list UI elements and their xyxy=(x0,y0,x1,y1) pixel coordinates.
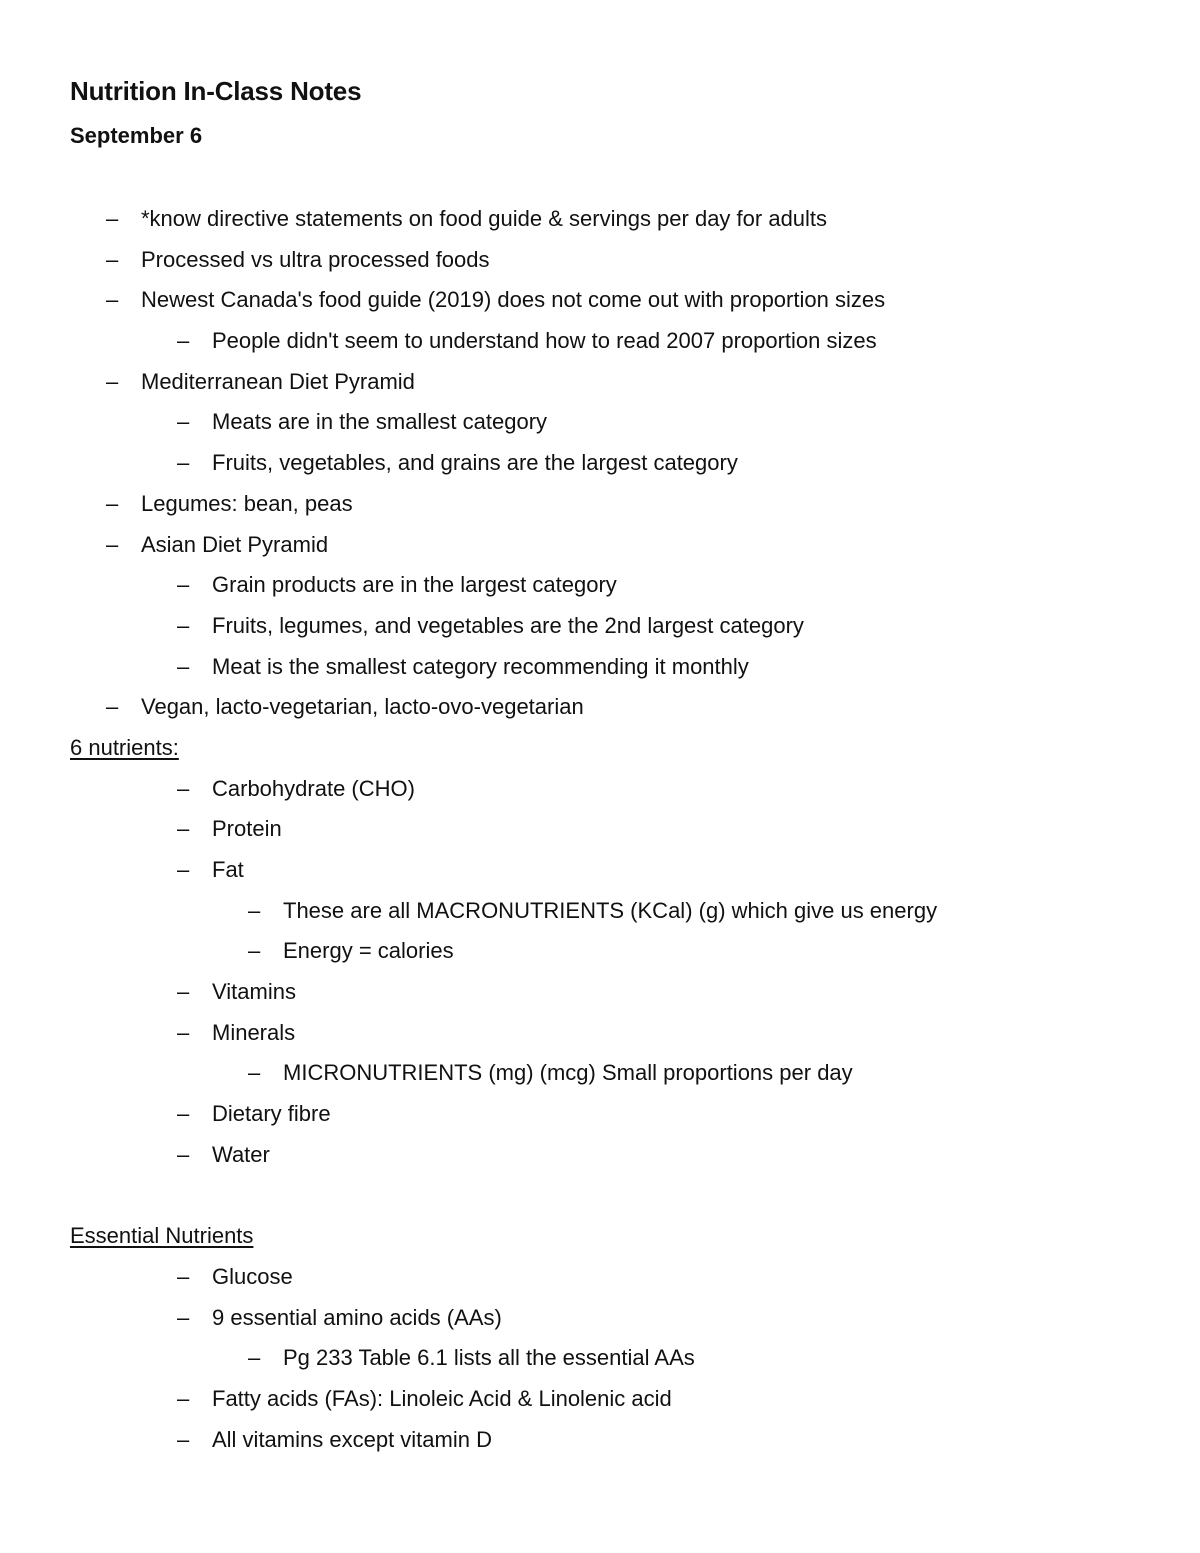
section-heading-nutrients xyxy=(0,728,1200,769)
bullet-dash: – xyxy=(106,206,119,231)
bullet-dash: – xyxy=(106,531,119,557)
list-item xyxy=(0,1013,1200,1054)
list-item-text: Fatty acids (FAs): Linoleic Acid & Linolenic acid xyxy=(212,1385,672,1411)
bullet-dash: – xyxy=(177,653,190,679)
notes-body xyxy=(0,199,1200,1460)
document-date: September 6 xyxy=(70,123,203,148)
bullet-dash: – xyxy=(248,1345,261,1371)
bullet-dash: – xyxy=(177,1101,190,1127)
list-item xyxy=(0,1094,1200,1135)
list-item xyxy=(0,606,1200,647)
list-item xyxy=(0,972,1200,1013)
list-item xyxy=(0,484,1200,525)
list-item-text: All vitamins except vitamin D xyxy=(212,1426,492,1452)
list-item xyxy=(0,1420,1200,1461)
list-item-text: Vegan, lacto-vegetarian, lacto-ovo-vegetarian xyxy=(141,694,584,720)
bullet-dash: – xyxy=(177,979,190,1005)
list-item-text: Meat is the smallest category recommending it monthly xyxy=(212,653,749,679)
bullet-dash: – xyxy=(106,287,119,313)
bullet-dash: – xyxy=(177,1426,190,1452)
list-item-text: Vitamins xyxy=(212,979,296,1005)
list-item-text: 9 essential amino acids (AAs) xyxy=(212,1304,502,1330)
list-item-text: Fruits, vegetables, and grains are the largest category xyxy=(212,450,738,476)
list-item-text: Water xyxy=(212,1141,270,1167)
bullet-dash: – xyxy=(106,694,119,720)
bullet-dash: – xyxy=(177,1385,190,1411)
list-item-text: Energy = calories xyxy=(283,938,454,964)
list-item xyxy=(0,565,1200,606)
bullet-dash: – xyxy=(177,816,190,842)
list-item xyxy=(0,891,1200,932)
bullet-dash: – xyxy=(106,246,119,272)
list-item-text: Mediterranean Diet Pyramid xyxy=(141,368,415,394)
list-item xyxy=(0,402,1200,443)
list-item-text: Grain products are in the largest category xyxy=(212,572,617,598)
list-item-text: People didn't seem to understand how to read 2007 proportion sizes xyxy=(212,328,877,354)
list-item-text: Fat xyxy=(212,857,244,882)
bullet-dash: – xyxy=(177,572,190,598)
list-item xyxy=(0,1298,1200,1339)
list-item-text: These are all MACRONUTRIENTS (KCal) (g) which give us energy xyxy=(283,897,938,923)
bullet-dash: – xyxy=(177,409,190,435)
list-item-text: MICRONUTRIENTS (mg) (mcg) Small proportions per day xyxy=(283,1060,853,1086)
bullet-dash: – xyxy=(106,490,119,516)
list-item-text: Pg 233 Table 6.1 lists all the essential AAs xyxy=(283,1345,695,1371)
list-item xyxy=(0,321,1200,362)
list-item xyxy=(0,280,1200,321)
list-item xyxy=(0,647,1200,688)
bullet-dash: – xyxy=(177,775,190,801)
list-item xyxy=(0,1257,1200,1298)
list-item xyxy=(0,931,1200,972)
bullet-dash: – xyxy=(248,897,261,923)
list-item xyxy=(0,1379,1200,1420)
list-item-text: Newest Canada's food guide (2019) does not come out with proportion sizes xyxy=(141,287,886,313)
bullet-dash: – xyxy=(177,450,190,476)
list-item-text: Dietary fibre xyxy=(212,1101,331,1127)
list-item-text: Minerals xyxy=(212,1019,296,1045)
list-item xyxy=(0,809,1200,850)
list-item xyxy=(0,362,1200,403)
list-item-text: Legumes: bean, peas xyxy=(141,490,353,516)
list-item xyxy=(0,525,1200,566)
document-title: Nutrition In-Class Notes xyxy=(70,76,362,106)
list-item xyxy=(0,199,1200,240)
list-item-text: Meats are in the smallest category xyxy=(212,409,548,435)
list-item-text: Asian Diet Pyramid xyxy=(141,531,329,557)
list-item xyxy=(0,1135,1200,1176)
bullet-dash: – xyxy=(177,1263,190,1289)
bullet-dash: – xyxy=(177,1019,190,1045)
bullet-dash: – xyxy=(248,1060,261,1086)
list-item xyxy=(0,769,1200,810)
bullet-dash: – xyxy=(177,1141,190,1167)
list-item xyxy=(0,240,1200,281)
bullet-dash: – xyxy=(177,612,190,638)
bullet-dash: – xyxy=(248,938,261,964)
list-item xyxy=(0,1338,1200,1379)
section-heading-essential xyxy=(0,1216,1200,1257)
section-heading-text: Essential Nutrients xyxy=(70,1223,254,1249)
blank-line xyxy=(0,1176,1200,1217)
list-item xyxy=(0,850,1200,891)
list-item xyxy=(0,443,1200,484)
list-item-text: Carbohydrate (CHO) xyxy=(212,775,415,801)
bullet-dash: – xyxy=(177,328,190,354)
list-item-text: Fruits, legumes, and vegetables are the 2nd largest category xyxy=(212,612,804,638)
section-heading-text: 6 nutrients: xyxy=(70,734,179,760)
list-item-text: Glucose xyxy=(212,1263,293,1289)
list-item xyxy=(0,1053,1200,1094)
bullet-dash: – xyxy=(106,368,119,394)
bullet-dash: – xyxy=(177,1304,190,1330)
list-item xyxy=(0,687,1200,728)
list-item-text: Protein xyxy=(212,816,282,842)
bullet-dash: – xyxy=(177,857,190,882)
list-item-text: *know directive statements on food guide & servings per day for adults xyxy=(141,206,828,231)
list-item-text: Processed vs ultra processed foods xyxy=(141,246,490,272)
